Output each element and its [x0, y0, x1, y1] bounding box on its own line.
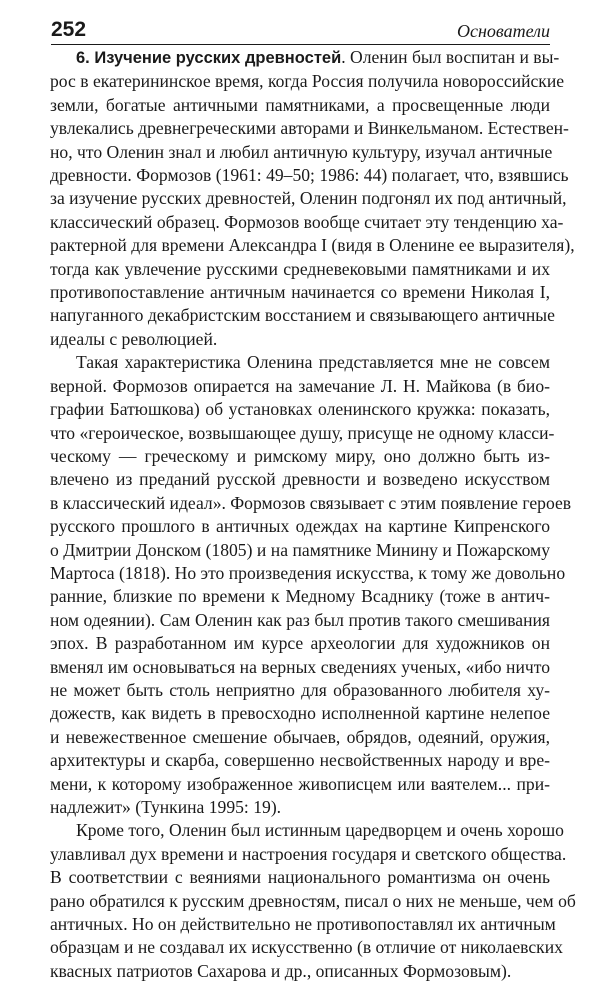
paragraph-line: улавливал дух времени и настроения государя и светского общества.	[50, 843, 567, 864]
paragraph-line: эпох. В разработанном им курсе археологии для художников он	[50, 633, 550, 654]
paragraph-line: верной. Формозов опирается на замечание Л. Н. Майкова (в био-	[50, 375, 550, 396]
paragraph-line: дожеств, как видеть в превосходно исполненной картине нелепое	[50, 703, 550, 724]
paragraph-line: классический образец. Формозов вообще считает эту тенденцию ха-	[50, 211, 564, 232]
paragraph-line: и невежественное смешение обычаев, обрядов, одеяний, оружия,	[50, 726, 550, 747]
paragraph-line: рос в екатерининское время, когда Россия получила новороссийские	[50, 71, 565, 92]
page-header	[51, 18, 550, 44]
paragraph-line: о Дмитрии Донском (1805) и на памятнике Минину и Пожарскому	[50, 539, 550, 560]
paragraph-line: ческому — греческому и римскому миру, оно должно быть из-	[50, 445, 550, 466]
paragraph-line: рано обратился к русским древностям, писал о них не меньше, чем об	[50, 890, 576, 911]
paragraph-line: вменял им основываться на верных сведениях ученых, «ибо ничто	[50, 656, 550, 677]
paragraph-line: древности. Формозов (1961: 49–50; 1986: 44) полагает, что, взявшись	[50, 165, 569, 186]
paragraph-line: но, что Оленин знал и любил античную культуру, изучал античные	[50, 141, 553, 162]
paragraph-line: напуганного декабристским восстанием и связывающего античные	[50, 305, 555, 326]
paragraph-2	[50, 351, 572, 819]
paragraph-3	[50, 819, 576, 983]
paragraph-line: земли, богатые античными памятниками, а просвещенные люди	[50, 94, 550, 115]
page-number: 252	[51, 18, 87, 41]
paragraph-line: ном одеянии). Сам Оленин как раз был против такого смешивания	[50, 609, 550, 630]
paragraph-1	[50, 46, 575, 351]
paragraph-line: надлежит» (Тункина 1995: 19).	[50, 797, 282, 817]
paragraph-line: рактерной для времени Александра I (видя в Оленине ее выразителя),	[50, 235, 575, 256]
paragraph-line: графии Батюшкова) об установках оленинского кружка: показать,	[50, 399, 550, 420]
paragraph-line: русского прошлого в античных одеждах на картине Кипренского	[50, 516, 550, 537]
paragraph-line: мени, к которому изображенное живописцем или ваятелем... при-	[50, 773, 550, 794]
paragraph-line: не может быть столь неприятно для образованного любителя ху-	[50, 679, 550, 700]
paragraph-line: В соответствии с веяниями национального романтизма он очень	[50, 867, 550, 888]
heading-line-rest: . Оленин был воспитан и вы-	[341, 47, 560, 67]
paragraph-line: архитектуры и скарба, совершенно несвойственных народу и вре-	[50, 750, 550, 771]
section-heading: 6. Изучение русских древностей	[76, 49, 342, 67]
paragraph-line: квасных патриотов Сахарова и др., описанных Формозовым).	[50, 960, 512, 981]
paragraph-line: влечено из преданий русской древности и возведено искусством	[50, 469, 550, 490]
paragraph-line: за изучение русских древностей, Оленин подгонял их под античный,	[50, 188, 567, 209]
paragraph-line: идеалы с революцией.	[50, 328, 218, 349]
running-title: Основатели	[457, 21, 550, 41]
paragraph-line: тогда как увлечение русскими средневековыми памятниками и их	[50, 258, 550, 279]
paragraph-line: Такая характеристика Оленина представляется мне не совсем	[76, 352, 550, 373]
paragraph-line: что «героическое, возвышающее душу, присуще не одному класси-	[50, 422, 555, 443]
paragraph-line: в классический идеал». Формозов связывает с этим появление героев	[50, 492, 572, 513]
paragraph-line: увлекались древнегреческими авторами и Винкельманом. Естествен-	[50, 118, 569, 139]
paragraph-line: ранние, близкие по времени к Медному Всаднику (тоже в антич-	[50, 586, 550, 607]
body-text	[50, 46, 576, 983]
paragraph-line: античных. Но он действительно не противопоставлял их античным	[50, 914, 556, 935]
paragraph-line: Кроме того, Оленин был истинным царедворцем и очень хорошо	[76, 820, 564, 841]
header-rule	[51, 44, 550, 45]
paragraph-line	[50, 46, 560, 70]
paragraph-line: противопоставление античным начинается со времени Николая I,	[50, 282, 550, 303]
paragraph-line: Мартоса (1818). Но это произведения искусства, к тому же довольно	[50, 562, 566, 583]
paragraph-line: образцам и не создавал их искусственно (в отличие от николаевских	[50, 937, 563, 958]
